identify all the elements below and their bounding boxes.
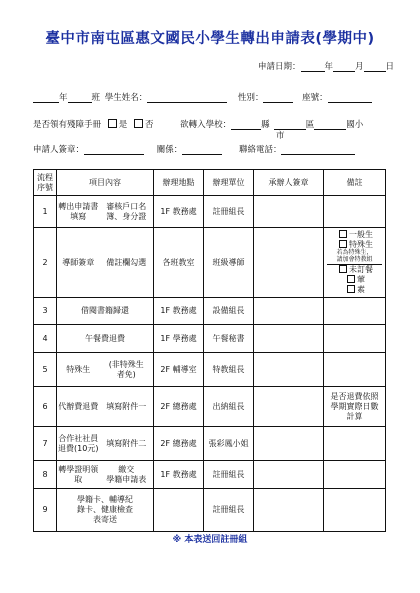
signer-sign-label: 申請人簽章： [33,145,85,155]
veg-meal-label: 素 [357,284,365,294]
row-item: 轉學證明領取 [57,461,100,489]
row-item: 導師簽章 [57,228,100,298]
unpaid-meal-label: 未訂餐 [349,264,373,274]
process-table [33,169,386,532]
school-unit: 國小 [346,120,364,130]
special-student-note: 若為特殊生， 請加會特教組 [327,250,382,265]
row-seq: 4 [34,325,57,353]
row-note [324,353,386,387]
row-unit: 午餐秘書 [204,325,254,353]
special-student-checkbox[interactable] [339,240,347,248]
row-sub: 填寫附件一 [100,387,154,427]
apply-day-field[interactable] [364,62,386,72]
header-place: 辦理地點 [154,170,204,196]
row-unit: 註冊組長 [204,196,254,228]
row-place: 各班教室 [154,228,204,298]
row-seq: 3 [34,298,57,325]
row-place: 1F 教務處 [154,461,204,489]
row-sub: 填寫附件二 [100,427,154,461]
transfer-city-field[interactable] [231,120,261,130]
meat-meal-checkbox[interactable] [347,275,355,283]
row-sign-cell[interactable] [254,461,324,489]
table-header-row [34,170,386,196]
signer-line [33,143,355,155]
disability-no-label: 否 [144,120,154,130]
grade-unit: 年 [59,93,68,103]
unpaid-meal-checkbox[interactable] [339,265,347,273]
row-place: 2F 總務處 [154,387,204,427]
row-note [324,325,386,353]
city-alt-unit: 市 [276,131,285,141]
student-name-label: 學生姓名： [104,93,148,103]
phone-field[interactable] [281,145,355,155]
city-unit: 縣 [261,120,270,130]
row-sub: 審核戶口名 簿、身分證 [100,196,154,228]
general-student-checkbox[interactable] [339,230,347,238]
row-unit: 班級導師 [204,228,254,298]
relation-label: 關係： [156,145,183,155]
row-unit: 特教組長 [204,353,254,387]
general-student-label: 一般生 [349,230,373,240]
month-unit: 月 [355,62,364,72]
transfer-school-label: 欲轉入學校： [180,120,232,130]
row-item: 代辦費退費 [57,387,100,427]
row-note [324,196,386,228]
disability-transfer-line [33,118,363,130]
row-seq: 9 [34,489,57,532]
day-unit: 日 [385,62,395,72]
row-place: 1F 學務處 [154,325,204,353]
phone-label: 聯絡電話： [238,145,282,155]
table-row [34,298,386,325]
row-place: 2F 總務處 [154,427,204,461]
header-item: 項目內容 [57,170,154,196]
row-seq: 1 [34,196,57,228]
row-item: 午餐費退費 [57,325,154,353]
table-row [34,325,386,353]
district-unit: 區 [305,120,315,130]
row-note [324,298,386,325]
row-unit: 出納組長 [204,387,254,427]
row-unit: 註冊組長 [204,489,254,532]
signer-sign-field[interactable] [84,145,144,155]
row-seq: 8 [34,461,57,489]
row-sign-cell[interactable] [254,489,324,532]
row-place: 2F 輔導室 [154,353,204,387]
student-name-field[interactable] [147,93,227,103]
row-seq: 2 [34,228,57,298]
seat-label: 座號： [302,93,328,103]
student-info-line [33,91,372,103]
disability-yes-checkbox[interactable] [108,119,117,128]
apply-year-field[interactable] [301,62,325,72]
gender-label: 性別： [237,93,264,103]
row-note [324,489,386,532]
row-item: 轉出申請書 填寫 [57,196,100,228]
row-unit: 張彩鳳小姐 [204,427,254,461]
row-note: 是否退費依照 學期實際日數 計算 [324,387,386,427]
transfer-school-field[interactable] [314,120,346,130]
row-sub: 繳交 學籍申請表 [100,461,154,489]
header-note: 備註 [324,170,386,196]
row-unit: 設備組長 [204,298,254,325]
row-sign-cell[interactable] [254,196,324,228]
row-sub: 備註欄勾選 [100,228,154,298]
table-row [34,353,386,387]
header-seq: 流程 序號 [34,170,57,196]
veg-meal-checkbox[interactable] [347,285,355,293]
seat-field[interactable] [328,93,372,103]
disability-label: 是否領有殘障手冊 [33,120,102,130]
row-sign-cell[interactable] [254,387,324,427]
disability-no-checkbox[interactable] [134,119,143,128]
year-unit: 年 [324,62,334,72]
row-sign-cell[interactable] [254,427,324,461]
row-sign-cell[interactable] [254,325,324,353]
row-seq: 5 [34,353,57,387]
disability-yes-label: 是 [118,120,128,130]
row-seq: 6 [34,387,57,427]
table-row [34,387,386,427]
class-field[interactable] [68,93,92,103]
row-item: 學籍卡、輔導紀 錄卡、健康檢查 表寄送 [57,489,154,532]
row-sub: (非特殊生 者免) [100,353,154,387]
row-sign-cell[interactable] [254,353,324,387]
row-note [324,461,386,489]
class-unit: 班 [91,93,101,103]
row-item: 合作社社員 退費(10元) [57,427,100,461]
header-unit: 辦理單位 [204,170,254,196]
meat-meal-label: 葷 [357,274,365,284]
apply-month-field[interactable] [333,62,355,72]
row-item: 借閱書籍歸還 [57,298,154,325]
gender-field[interactable] [263,93,293,103]
grade-field[interactable] [33,93,59,103]
row2-notes [324,228,386,298]
table-row [34,427,386,461]
row-sign-cell[interactable] [254,298,324,325]
row-place: 1F 教務處 [154,196,204,228]
row-sign-cell[interactable] [254,228,324,298]
apply-date-label: 申請日期： [258,62,301,72]
row-place [154,489,204,532]
row-unit: 註冊組長 [204,461,254,489]
table-row [34,228,386,298]
table-row [34,489,386,532]
form-title: 臺中市南屯區惠文國民小學生轉出申請表(學期中) [45,31,375,47]
table-row [34,461,386,489]
row-place: 1F 教務處 [154,298,204,325]
apply-date-line [258,60,394,72]
row-item: 特殊生 [57,353,100,387]
relation-field[interactable] [182,145,222,155]
row-seq: 7 [34,427,57,461]
special-student-label: 特殊生 [349,240,373,250]
table-row [34,196,386,228]
footer-note: ※ 本表送回註冊組 [172,535,248,545]
row-note [324,427,386,461]
header-sign: 承辦人簽章 [254,170,324,196]
